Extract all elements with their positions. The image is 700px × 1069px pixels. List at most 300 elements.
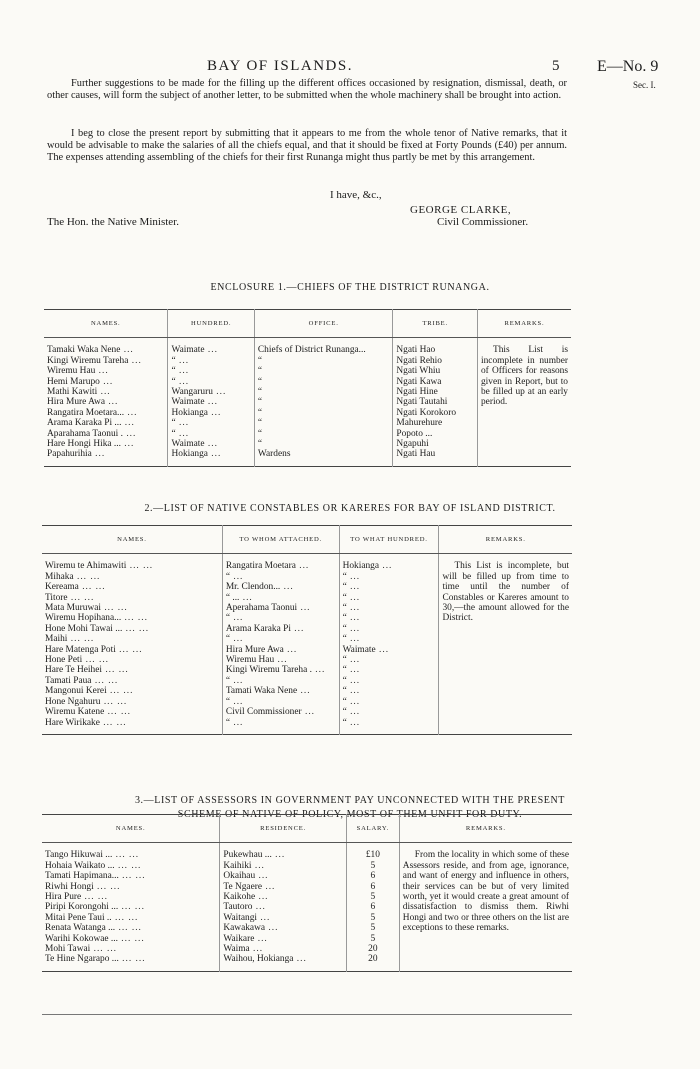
cell-text: 5 — [370, 923, 376, 934]
table-cell — [42, 944, 220, 954]
table-cell — [393, 449, 478, 466]
table-cell — [222, 554, 339, 572]
cell-text: Kaikohe — [223, 892, 256, 903]
table-cell — [339, 554, 439, 572]
cell-text: Mihaka — [45, 571, 74, 582]
table-cell — [42, 882, 220, 892]
table-cell — [220, 882, 347, 892]
cell-text: “ — [342, 582, 347, 593]
leader-dots: ... — [230, 571, 244, 582]
cell-text: Tamaki Waka Nene — [47, 345, 121, 356]
cell-text: Kawakawa — [223, 923, 266, 934]
leader-dots: ... — [346, 571, 361, 582]
leader-dots: ... ... — [118, 871, 146, 882]
leader-dots: ... — [274, 655, 288, 666]
header-names: NAMES. — [42, 815, 220, 843]
cell-text: “ — [342, 571, 347, 582]
cell-text: “ — [342, 655, 347, 666]
cell-text: Hohaia Waikato ... — [45, 860, 115, 871]
cell-text: Renata Watanga ... — [45, 923, 116, 934]
leader-dots: ... — [346, 623, 361, 634]
table-cell — [220, 861, 347, 871]
cell-text: Hone Peti — [45, 655, 83, 666]
table-cell — [393, 397, 478, 407]
cell-text: Hokianga — [171, 449, 208, 460]
leader-dots: ... ... — [90, 944, 118, 955]
list-3-title-line-2: SCHEME OF NATIVE OF POLICY, MOST OF THEM UNFIT FOR DUTY. — [177, 809, 523, 820]
cell-text: Okaihau — [223, 871, 256, 882]
cell-text: 20 — [368, 954, 378, 965]
table-cell — [168, 439, 254, 449]
leader-dots: ... — [120, 345, 134, 356]
table-cell — [346, 871, 399, 881]
page-header-title: BAY OF ISLANDS. — [206, 58, 353, 74]
cell-text: Tautoro — [223, 902, 253, 913]
cell-text: Kaihiki — [223, 860, 252, 871]
table-cell — [42, 871, 220, 881]
cell-text: 5 — [370, 892, 376, 903]
cell-text: Mangonui Kerei — [45, 686, 107, 697]
table-cell — [168, 356, 254, 366]
table-cell — [44, 439, 168, 449]
cell-text: 6 — [370, 881, 376, 892]
cell-text: Ngapuhi — [396, 439, 429, 450]
table-cell — [42, 624, 222, 634]
leader-dots: ... ... — [121, 613, 148, 624]
leader-dots: ... ... — [118, 954, 146, 965]
cell-text: Ngati Tautahi — [396, 397, 448, 408]
table-cell — [346, 954, 399, 971]
leader-dots: ... — [295, 561, 310, 572]
table-cell — [220, 902, 347, 912]
table-cell — [339, 634, 439, 644]
document-reference: E—No. 9 — [597, 58, 659, 75]
remarks-text: This List is incomplete, but will be filled up from time to time until the number of Constables or Kareres amount to 30,—the amount allowed for the District. — [442, 561, 569, 624]
leader-dots: ... — [271, 850, 286, 861]
leader-dots: ... ... — [114, 860, 142, 871]
table-cell — [42, 861, 220, 871]
table-cell — [346, 882, 399, 892]
cell-text: Wiremu te Ahimawiti — [45, 561, 127, 572]
table-cell — [168, 408, 254, 418]
header-hundred: TO WHAT HUNDRED. — [339, 526, 439, 554]
leader-dots: ... ... — [78, 582, 106, 593]
cell-text: “ — [225, 696, 231, 707]
table-cell — [393, 366, 478, 376]
cell-text: Tango Hikuwai ... — [45, 850, 113, 861]
table-cell — [42, 954, 220, 971]
table-cell — [44, 418, 168, 428]
header-remarks: REMARKS. — [399, 815, 572, 843]
leader-dots: ... — [212, 387, 227, 398]
table-cell — [254, 356, 392, 366]
cell-text: “ — [225, 613, 231, 624]
leader-dots: ... — [280, 582, 294, 593]
table-cell — [44, 387, 168, 397]
cell-text: Ngati Kawa — [396, 376, 442, 387]
cell-text: Waimate — [171, 439, 205, 450]
header-salary: SALARY. — [346, 815, 399, 843]
cell-text: Mohi Tawai — [45, 944, 91, 955]
cell-text: “ — [257, 366, 263, 377]
cell-text: “ — [342, 686, 347, 697]
table-cell — [393, 439, 478, 449]
cell-text: “ — [171, 366, 176, 377]
table-cell — [42, 634, 222, 644]
table-cell — [168, 429, 254, 439]
cell-text: Pukewhau ... — [223, 850, 272, 861]
leader-dots: ... ... — [100, 603, 128, 614]
table-cell — [222, 718, 339, 735]
table-cell — [220, 934, 347, 944]
table-cell — [168, 387, 254, 397]
leader-dots: ... — [230, 634, 244, 645]
signature-title: Civil Commissioner. — [437, 216, 529, 228]
cell-text: Te Ngaere — [223, 881, 263, 892]
table-cell — [44, 338, 168, 356]
table-cell — [339, 707, 439, 717]
table-cell — [339, 665, 439, 675]
leader-dots: ... — [346, 707, 361, 718]
leader-dots: ... — [379, 561, 393, 572]
leader-dots: ... — [346, 696, 361, 707]
table-cell — [42, 892, 220, 902]
leader-dots: ... — [301, 707, 316, 718]
leader-dots: ... ... — [122, 623, 150, 634]
table-cell — [393, 356, 478, 366]
leader-dots: ... ... — [67, 592, 95, 603]
table-cell — [222, 665, 339, 675]
cell-text: Wangaruru — [171, 387, 213, 398]
table-cell — [339, 593, 439, 603]
cell-text: Ngati Korokoro — [396, 407, 457, 418]
table-cell — [42, 843, 220, 861]
cell-text: “ — [257, 407, 263, 418]
table-cell — [393, 429, 478, 439]
table-cell — [222, 655, 339, 665]
table-cell — [346, 902, 399, 912]
leader-dots: ... — [375, 644, 390, 655]
header-office: OFFICE. — [254, 310, 392, 338]
cell-text: Mathi Kawiti — [47, 387, 98, 398]
cell-text: “ — [257, 428, 263, 439]
list-3-title-line-1: 3.—LIST OF ASSESSORS IN GOVERNMENT PAY UNCONNECTED WITH THE PRESENT — [134, 795, 566, 806]
leader-dots: ... — [346, 675, 361, 686]
leader-dots: ... — [254, 933, 268, 944]
table-cell — [339, 697, 439, 707]
table-cell — [254, 387, 392, 397]
leader-dots: ... — [230, 675, 244, 686]
table-cell — [44, 429, 168, 439]
cell-text: “ — [171, 376, 176, 387]
leader-dots: ... ... — [67, 634, 95, 645]
table-cell — [254, 408, 392, 418]
header-hundred: HUNDRED. — [168, 310, 254, 338]
leader-dots: ... ... — [93, 881, 121, 892]
cell-text: Aparahama Taonui . — [47, 428, 123, 439]
table-cell — [339, 624, 439, 634]
leader-dots: ... — [122, 428, 137, 439]
constables-table — [42, 525, 572, 735]
cell-text: Hemi Marupo — [47, 376, 100, 387]
cell-text: Hare Te Heihei — [45, 665, 102, 676]
cell-text: Waitangi — [223, 912, 257, 923]
table-cell — [42, 686, 222, 696]
table-row — [42, 554, 572, 572]
cell-text: Waimate — [171, 345, 205, 356]
leader-dots: ... — [346, 686, 361, 697]
table-cell — [42, 582, 222, 592]
letter-paragraph-1: Further suggestions to be made for the filling up the different offices occasioned by resignation, dismissal, death, or other causes, will form the subject of another letter, to be submitted when the whole machinery shall be brought into action. — [47, 78, 567, 101]
cell-text: 5 — [370, 860, 376, 871]
table-cell — [44, 408, 168, 418]
table-cell — [168, 418, 254, 428]
table-cell — [44, 356, 168, 366]
cell-text: Ngati Rehio — [396, 355, 442, 366]
table-cell — [254, 429, 392, 439]
table-cell — [168, 397, 254, 407]
cell-text: Wiremu Hau — [47, 366, 96, 377]
cell-text: “ ... — [225, 592, 240, 603]
table-cell — [42, 902, 220, 912]
table-cell — [42, 697, 222, 707]
leader-dots: ... — [97, 387, 111, 398]
table-cell — [339, 655, 439, 665]
leader-dots: ... — [346, 603, 361, 614]
leader-dots: ... — [175, 418, 190, 429]
leader-dots: ... — [120, 439, 135, 450]
table-cell — [44, 449, 168, 466]
cell-text: “ — [342, 696, 347, 707]
cell-text: Rangatira Moetara — [225, 561, 296, 572]
leader-dots: ... — [297, 686, 311, 697]
table-cell — [339, 686, 439, 696]
table-cell — [42, 676, 222, 686]
leader-dots: ... — [249, 944, 264, 955]
cell-text: Hare Hongi Hika ... — [47, 439, 121, 450]
table-cell — [222, 686, 339, 696]
cell-text: Tamati Waka Nene — [225, 686, 298, 697]
cell-text: “ — [257, 387, 263, 398]
remarks-text: This List is incomplete in number of Officers for reasons given in Report, but to be filled up at an early period. — [480, 345, 568, 408]
table-cell — [222, 707, 339, 717]
header-names: NAMES. — [44, 310, 168, 338]
leader-dots: ... — [124, 407, 138, 418]
table-cell — [220, 892, 347, 902]
cell-text: Maihi — [45, 634, 68, 645]
chiefs-table — [44, 309, 571, 467]
table-cell — [222, 645, 339, 655]
cell-text: Hokianga — [342, 561, 380, 572]
table-cell — [346, 892, 399, 902]
cell-text: 6 — [370, 902, 376, 913]
cell-text: “ — [342, 623, 347, 634]
cell-text: Hira Mure Awa — [225, 644, 284, 655]
table-row — [44, 338, 571, 356]
cell-text: Waimate — [171, 397, 205, 408]
cell-text: 6 — [370, 871, 376, 882]
cell-text: “ — [171, 428, 176, 439]
leader-dots: ... — [255, 871, 269, 882]
header-names: NAMES. — [42, 526, 222, 554]
table-cell — [346, 944, 399, 954]
leader-dots: ... ... — [104, 707, 131, 718]
leader-dots: ... — [230, 613, 244, 624]
remarks-cell — [399, 843, 572, 971]
table-cell — [42, 665, 222, 675]
list-2-title: 2.—LIST OF NATIVE CONSTABLES OR KARERES FOR BAY OF ISLAND DISTRICT. — [144, 503, 556, 514]
table-row — [42, 843, 572, 861]
table-cell — [44, 377, 168, 387]
leader-dots: ... — [346, 717, 361, 728]
table-cell — [42, 923, 220, 933]
remarks-cell — [477, 338, 571, 466]
table-cell — [393, 387, 478, 397]
cell-text: “ — [225, 571, 231, 582]
leader-dots: ... — [265, 923, 279, 934]
cell-text: 5 — [370, 912, 376, 923]
cell-text: Ngati Whiu — [396, 366, 441, 377]
cell-text: Hare Matenga Poti — [45, 644, 116, 655]
cell-text: “ — [171, 418, 176, 429]
leader-dots: ... — [95, 366, 109, 377]
cell-text: Hone Mohi Tawai ... — [45, 623, 123, 634]
cell-text: Te Hine Ngarapo ... — [45, 954, 119, 965]
cell-text: “ — [257, 397, 263, 408]
table-cell — [44, 366, 168, 376]
cell-text: “ — [342, 603, 347, 614]
leader-dots: ... ... — [115, 923, 142, 934]
leader-dots: ... — [346, 613, 361, 624]
cell-text: Civil Commissioner — [225, 707, 302, 718]
cell-text: “ — [342, 592, 347, 603]
header-remarks: REMARKS. — [477, 310, 571, 338]
header-remarks: REMARKS. — [439, 526, 572, 554]
cell-text: Piripi Korongohi ... — [45, 902, 119, 913]
table-cell — [254, 439, 392, 449]
cell-text: Ngati Hine — [396, 387, 438, 398]
cell-text: “ — [342, 717, 347, 728]
cell-text: “ — [225, 717, 231, 728]
leader-dots: ... — [121, 418, 135, 429]
cell-text: Waima — [223, 944, 250, 955]
cell-text: Wiremu Hopihana... — [45, 613, 122, 624]
table-cell — [346, 913, 399, 923]
leader-dots: ... ... — [115, 644, 143, 655]
cell-text: Kereama — [45, 582, 79, 593]
cell-text: Wardens — [257, 449, 291, 460]
table-cell — [339, 613, 439, 623]
table-cell — [254, 338, 392, 356]
leader-dots: ... — [204, 345, 218, 356]
table-cell — [339, 582, 439, 592]
cell-text: “ — [257, 376, 263, 387]
cell-text: Hokianga — [171, 407, 208, 418]
table-cell — [222, 603, 339, 613]
cell-text: Papahurihia — [47, 449, 92, 460]
section-reference: Sec. I. — [633, 80, 656, 90]
cell-text: Ngati Hao — [396, 345, 436, 356]
leader-dots: ... — [104, 397, 119, 408]
cell-text: “ — [257, 355, 263, 366]
cell-text: Wiremu Katene — [45, 707, 105, 718]
leader-dots: ... — [293, 954, 307, 965]
leader-dots: ... — [175, 376, 190, 387]
cell-text: Mr. Clendon... — [225, 582, 281, 593]
table-cell — [339, 572, 439, 582]
cell-text: “ — [257, 439, 263, 450]
table-cell — [222, 697, 339, 707]
leader-dots: ... — [207, 449, 222, 460]
cell-text: Titore — [45, 592, 68, 603]
leader-dots: ... ... — [111, 912, 139, 923]
table-cell — [346, 843, 399, 861]
table-cell — [220, 843, 347, 861]
table-cell — [346, 923, 399, 933]
table-cell — [222, 572, 339, 582]
table-cell — [222, 613, 339, 623]
leader-dots: ... — [91, 449, 106, 460]
table-cell — [42, 554, 222, 572]
table-cell — [339, 645, 439, 655]
leader-dots: ... ... — [100, 696, 128, 707]
leader-dots: ... — [239, 592, 253, 603]
table-cell — [393, 418, 478, 428]
leader-dots: ... — [230, 696, 244, 707]
cell-text: Rangatira Moetara... — [47, 407, 125, 418]
table-cell — [346, 861, 399, 871]
table-cell — [222, 582, 339, 592]
table-cell — [42, 603, 222, 613]
leader-dots: ... ... — [81, 892, 108, 903]
table-cell — [42, 934, 220, 944]
assessors-table-body — [42, 843, 572, 971]
cell-text: Mitai Pene Taui .. — [45, 912, 112, 923]
leader-dots: ... — [230, 717, 244, 728]
table-cell — [42, 645, 222, 655]
table-cell — [393, 408, 478, 418]
cell-text: Popoto ... — [396, 428, 433, 439]
leader-dots: ... — [256, 912, 271, 923]
header-attached: TO WHOM ATTACHED. — [222, 526, 339, 554]
table-cell — [254, 418, 392, 428]
leader-dots: ... ... — [126, 561, 154, 572]
leader-dots: ... — [207, 407, 222, 418]
cell-text: Kingi Wiremu Tareha — [47, 355, 129, 366]
cell-text: Aperahama Taonui — [225, 603, 298, 614]
leader-dots: ... — [283, 644, 298, 655]
leader-dots: ... — [175, 428, 190, 439]
cell-text: Warihi Kokowae ... — [45, 933, 118, 944]
leader-dots: ... — [252, 902, 266, 913]
leader-dots: ... ... — [112, 850, 140, 861]
table-cell — [222, 634, 339, 644]
table-cell — [254, 397, 392, 407]
leader-dots: ... ... — [118, 902, 145, 913]
leader-dots: ... — [175, 355, 190, 366]
table-cell — [42, 718, 222, 735]
cell-text: “ — [225, 675, 231, 686]
cell-text: Chiefs of District Runanga... — [257, 345, 366, 356]
cell-text: “ — [342, 665, 347, 676]
leader-dots: ... — [346, 634, 361, 645]
cell-text: Hone Ngahuru — [45, 696, 101, 707]
cell-text: Waihou, Hokianga — [223, 954, 294, 965]
table-cell — [42, 913, 220, 923]
leader-dots: ... ... — [91, 675, 119, 686]
table-cell — [339, 718, 439, 735]
leader-dots: ... — [297, 603, 311, 614]
